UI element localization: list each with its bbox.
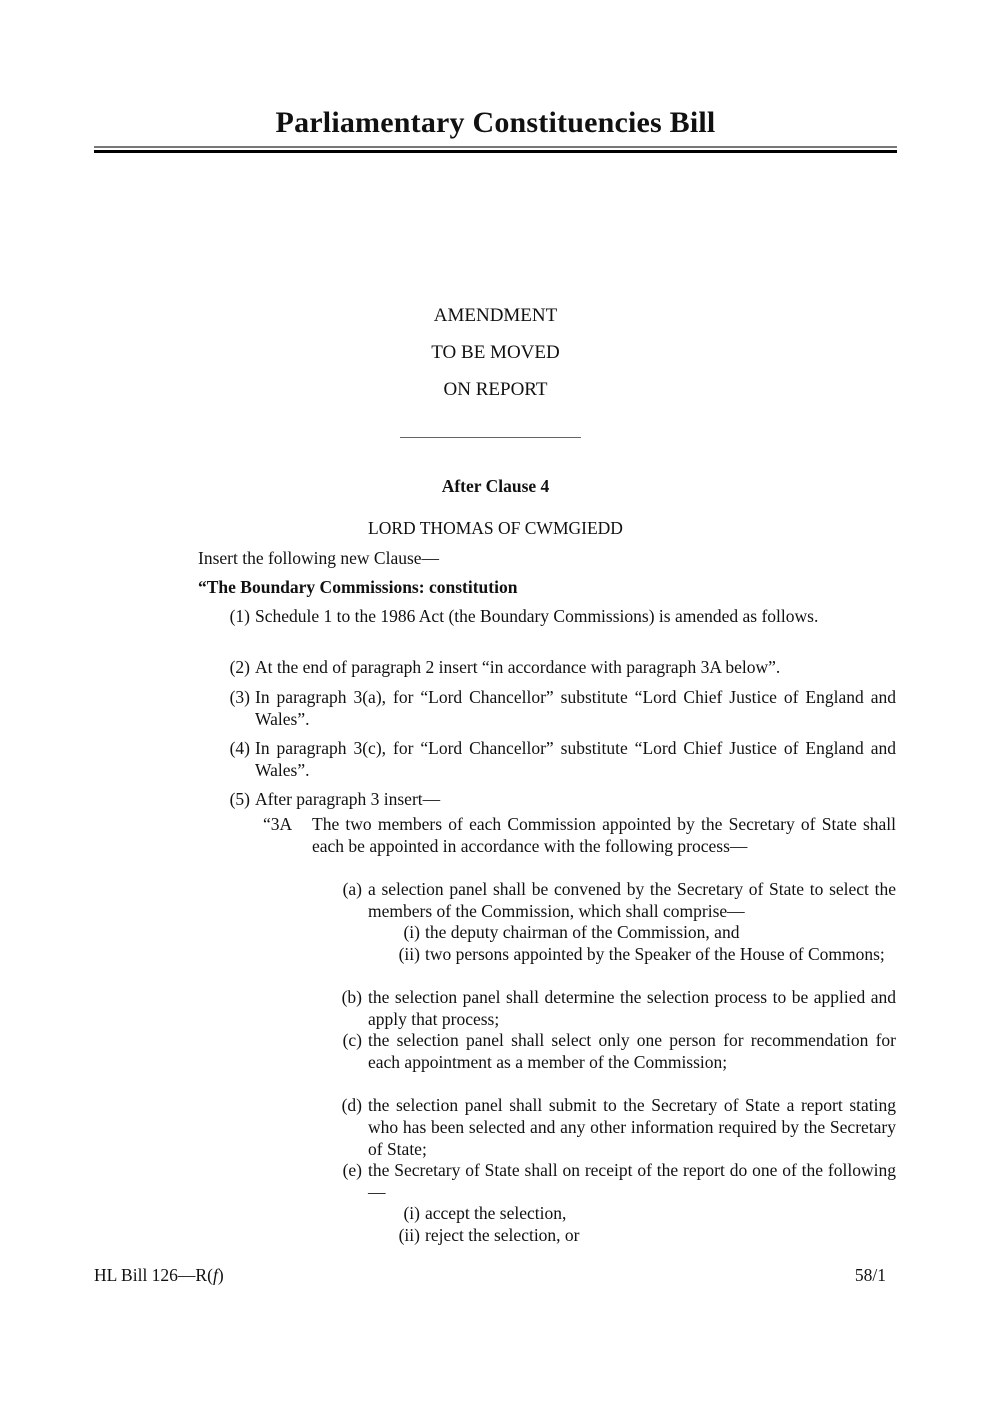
item-label: (b) — [341, 987, 362, 1007]
subitem-text: reject the selection, or — [425, 1225, 580, 1245]
subitem-label: (ii) — [398, 1225, 420, 1245]
item-label: (a) — [342, 879, 362, 899]
heading-to-be-moved: TO BE MOVED — [431, 342, 560, 363]
bill-reference-text: HL Bill 126—R( — [94, 1265, 213, 1285]
item-text: the Secretary of State shall on receipt of the report do one of the following— — [368, 1160, 896, 1202]
subsection-text: At the end of paragraph 2 insert “in accordance with paragraph 3A below”. — [255, 657, 781, 677]
bill-reference — [94, 1265, 224, 1286]
bill-reference-print-letter: f — [212, 1265, 218, 1285]
title-rule-thin — [94, 146, 897, 148]
subitem-text: two persons appointed by the Speaker of the House of Commons; — [425, 944, 885, 964]
paragraph-3a-text: The two members of each Commission appointed by the Secretary of State shall each be appointed in accordance with the following process— — [312, 814, 896, 856]
item-text: the selection panel shall determine the selection process to be applied and apply that process; — [368, 987, 896, 1029]
heading-divider — [400, 437, 581, 438]
item-label: (e) — [342, 1160, 362, 1180]
heading-on-report: ON REPORT — [443, 379, 548, 400]
item-label: (c) — [342, 1030, 362, 1050]
subsection-text: In paragraph 3(c), for “Lord Chancellor” substitute “Lord Chief Justice of England and Wales”. — [255, 738, 896, 780]
intro-text: Insert the following new Clause— — [198, 548, 440, 568]
item-text: the selection panel shall submit to the Secretary of State a report stating who has been selected and any other information required by the Secretary of State; — [368, 1095, 896, 1159]
document-title: Parliamentary Constituencies Bill — [275, 106, 716, 139]
amendment-mover: LORD THOMAS OF CWMGIEDD — [368, 518, 623, 538]
item-label: (d) — [341, 1095, 362, 1115]
heading-amendment: AMENDMENT — [433, 305, 558, 326]
bill-reference-close: ) — [217, 1265, 224, 1285]
subitem-text: the deputy chairman of the Commission, and — [425, 922, 740, 942]
subsection-text: In paragraph 3(a), for “Lord Chancellor” substitute “Lord Chief Justice of England and Wales”. — [255, 687, 896, 729]
subitem-label: (i) — [403, 922, 420, 942]
amendment-page-reference: 58/1 — [854, 1265, 886, 1285]
subsection-text: Schedule 1 to the 1986 Act (the Boundary Commissions) is amended as follows. — [255, 606, 819, 626]
item-text: the selection panel shall select only one person for recommendation for each appointment as a member of the Commission; — [368, 1030, 896, 1072]
item-text: a selection panel shall be convened by the Secretary of State to select the members of the Commission, which shall comprise— — [368, 879, 896, 921]
subsection-text: After paragraph 3 insert— — [255, 789, 441, 809]
subsection-label: (3) — [229, 687, 250, 707]
paragraph-3a-label: “3A — [263, 814, 293, 834]
subsection-label: (1) — [229, 606, 250, 626]
subitem-label: (ii) — [398, 944, 420, 964]
subitem-label: (i) — [403, 1203, 420, 1223]
subsection-label: (2) — [229, 657, 250, 677]
subitem-text: accept the selection, — [425, 1203, 567, 1223]
subsection-label: (4) — [229, 738, 250, 758]
amendment-position: After Clause 4 — [441, 476, 550, 496]
clause-title: “The Boundary Commissions: constitution — [198, 577, 518, 597]
subsection-label: (5) — [229, 789, 250, 809]
title-rule-thick — [94, 150, 897, 153]
